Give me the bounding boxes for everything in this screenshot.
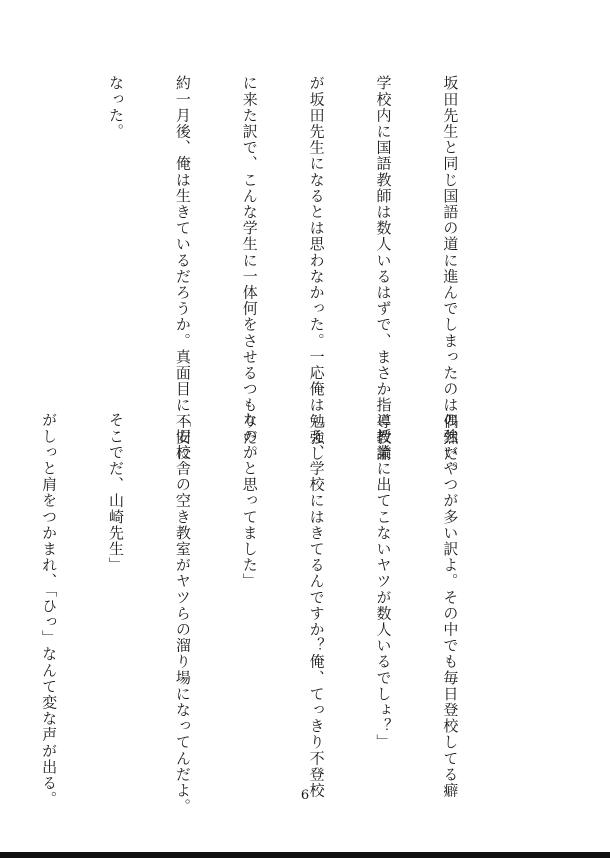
text-column: 学校内に国語教師は数人いるはずで、まさか指導教諭 (374, 75, 393, 462)
text-column: なのかと思ってました」 (240, 412, 259, 590)
text-column: そこでだ、山崎先生」 (106, 412, 125, 573)
text-column: 「旧校舎の空き教室がヤツらの溜り場になってんだよ。 (173, 412, 192, 815)
text-column: に来た訳で、こんな学生に一体何をさせるつもりだ。 (240, 75, 259, 462)
text-column: に授業に出てこないヤツが数人いるでしょ？」 (374, 412, 393, 751)
text-column: なった。 (106, 75, 125, 140)
text-column (38, 75, 60, 380)
text-column: の強いやつが多い訳よ。その中でも毎日登校してる癖 (441, 412, 460, 799)
text-column: がしっと肩をつかまれ、「ひっ」なんて変な声が出る。 (40, 412, 59, 807)
text-column: が坂田先生になるとは思わなかった。一応俺は勉強し (307, 75, 326, 462)
bottom-border (0, 852, 610, 858)
text-tier-bottom (40, 412, 506, 815)
text-tier-top (106, 75, 506, 478)
text-column: 坂田先生と同じ国語の道に進んでしまったのは偶然だ。 (441, 75, 460, 478)
text-column: 約一月後、俺は生きているだろうか。真面目に不安に (173, 75, 192, 462)
page-number: 6 (300, 788, 310, 803)
text-column: 「え、学校にはきてるんですか？俺、てっきり不登校 (307, 412, 326, 799)
